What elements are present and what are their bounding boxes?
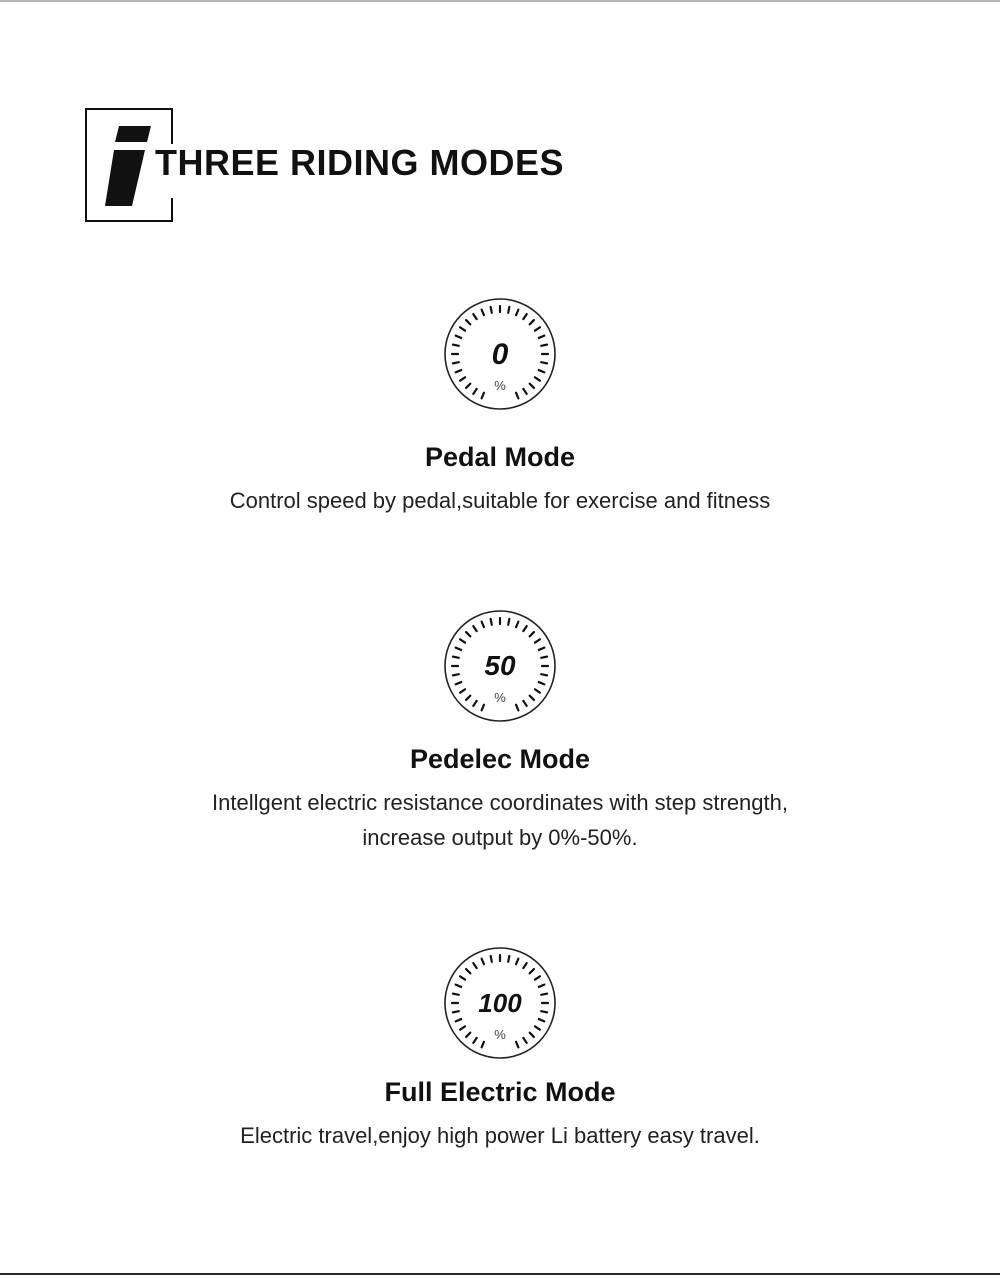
dial-tick bbox=[460, 639, 465, 642]
dial-tick bbox=[460, 976, 465, 979]
top-divider bbox=[0, 0, 1000, 2]
dial-tick bbox=[530, 969, 534, 973]
dial-tick bbox=[530, 384, 534, 388]
dial-tick bbox=[453, 345, 459, 346]
dial-tick bbox=[523, 626, 526, 631]
dial-tick bbox=[530, 696, 534, 700]
dial-tick bbox=[482, 622, 484, 628]
mode-card-full-electric bbox=[0, 946, 1000, 1153]
dial-gauge-icon bbox=[443, 946, 557, 1060]
dial-tick bbox=[541, 994, 547, 995]
dial-tick bbox=[466, 320, 470, 324]
dial-tick bbox=[482, 310, 484, 316]
dial-tick bbox=[482, 393, 484, 399]
dial-tick bbox=[473, 314, 476, 319]
mode-card-pedelec bbox=[0, 609, 1000, 855]
dial-unit: % bbox=[494, 690, 506, 705]
mode-title: Pedal Mode bbox=[424, 442, 576, 472]
dial-tick bbox=[539, 1019, 545, 1021]
mode-description: Control speed by pedal,suitable for exercise and fitness bbox=[229, 488, 771, 514]
dial-tick bbox=[523, 1038, 526, 1043]
dial-tick bbox=[466, 696, 470, 700]
dial-tick bbox=[482, 959, 484, 965]
dial-tick bbox=[535, 639, 540, 642]
section-header bbox=[85, 108, 685, 222]
mode-title: Pedelec Mode bbox=[409, 744, 591, 774]
dial-tick bbox=[516, 622, 518, 628]
italic-i-mark-icon bbox=[105, 126, 151, 206]
dial-tick bbox=[539, 648, 545, 650]
dial-tick bbox=[491, 956, 492, 962]
dial-gauge-icon bbox=[443, 297, 557, 411]
dial-tick bbox=[516, 393, 518, 399]
dial-tick bbox=[453, 994, 459, 995]
dial-tick bbox=[491, 619, 492, 625]
dial-tick bbox=[541, 657, 547, 658]
dial-tick bbox=[473, 389, 476, 394]
dial-tick bbox=[508, 619, 509, 625]
dial-tick bbox=[456, 370, 462, 372]
dial-tick bbox=[466, 384, 470, 388]
dial-tick bbox=[453, 674, 459, 675]
bottom-divider bbox=[0, 1273, 1000, 1275]
dial-tick bbox=[473, 626, 476, 631]
dial-tick bbox=[530, 320, 534, 324]
dial-tick bbox=[456, 682, 462, 684]
dial-tick bbox=[460, 689, 465, 692]
dial-tick bbox=[460, 377, 465, 380]
dial-value: 0 bbox=[491, 338, 509, 371]
dial-tick bbox=[539, 336, 545, 338]
dial-tick bbox=[473, 963, 476, 968]
dial-tick bbox=[535, 689, 540, 692]
dial-tick bbox=[460, 1026, 465, 1029]
dial-tick bbox=[541, 345, 547, 346]
dial-tick bbox=[453, 1011, 459, 1012]
page-title: THREE RIDING MODES bbox=[155, 142, 565, 183]
dial-tick bbox=[456, 648, 462, 650]
dial-value: 100 bbox=[478, 988, 522, 1018]
dial-tick bbox=[482, 1042, 484, 1048]
dial-value: 50 bbox=[484, 650, 516, 681]
dial-tick bbox=[535, 976, 540, 979]
mode-description: Electric travel,enjoy high power Li battery easy travel. bbox=[240, 1123, 760, 1149]
dial-tick bbox=[456, 336, 462, 338]
dial-tick bbox=[541, 1011, 547, 1012]
dial-tick bbox=[473, 1038, 476, 1043]
dial-tick bbox=[530, 1033, 534, 1037]
dial-tick bbox=[508, 956, 509, 962]
dial-tick bbox=[516, 959, 518, 965]
dial-tick bbox=[535, 327, 540, 330]
dial-tick bbox=[508, 307, 509, 313]
dial-tick bbox=[523, 701, 526, 706]
dial-tick bbox=[456, 1019, 462, 1021]
mode-card-pedal bbox=[0, 297, 1000, 518]
dial-tick bbox=[530, 632, 534, 636]
dial-tick bbox=[516, 310, 518, 316]
dial-tick bbox=[539, 682, 545, 684]
dial-tick bbox=[466, 632, 470, 636]
dial-tick bbox=[466, 969, 470, 973]
dial-tick bbox=[523, 389, 526, 394]
dial-tick bbox=[482, 705, 484, 711]
dial-tick bbox=[523, 314, 526, 319]
dial-tick bbox=[466, 1033, 470, 1037]
dial-tick bbox=[456, 985, 462, 987]
mode-description: Intellgent electric resistance coordinates with step strength, bbox=[212, 790, 788, 816]
dial-tick bbox=[539, 370, 545, 372]
dial-tick bbox=[453, 362, 459, 363]
dial-tick bbox=[535, 377, 540, 380]
dial-tick bbox=[535, 1026, 540, 1029]
dial-tick bbox=[453, 657, 459, 658]
dial-tick bbox=[523, 963, 526, 968]
dial-unit: % bbox=[494, 1027, 506, 1042]
dial-gauge-icon bbox=[443, 609, 557, 723]
dial-tick bbox=[473, 701, 476, 706]
dial-tick bbox=[460, 327, 465, 330]
dial-tick bbox=[539, 985, 545, 987]
dial-unit: % bbox=[494, 378, 506, 393]
mode-description-line-2: increase output by 0%-50%. bbox=[362, 825, 638, 851]
dial-tick bbox=[516, 1042, 518, 1048]
dial-tick bbox=[516, 705, 518, 711]
dial-tick bbox=[541, 674, 547, 675]
mode-title: Full Electric Mode bbox=[384, 1077, 616, 1107]
dial-tick bbox=[491, 307, 492, 313]
dial-tick bbox=[541, 362, 547, 363]
